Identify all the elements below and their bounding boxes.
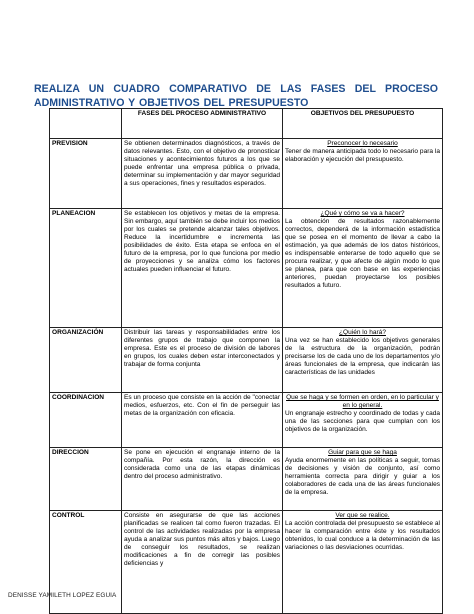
objective-text: Un engranaje estrecho y coordinado de todas y cada una de las secciones para que cumplan con los objetivos de la organización.: [285, 409, 440, 433]
objective-heading: ¿Qué y cómo se va a hacer?: [320, 210, 405, 217]
objective-cell: [283, 139, 443, 209]
author-footer: DENISSE YAMILETH LOPEZ EGUIA: [8, 592, 117, 599]
table-row: [50, 209, 443, 328]
objective-text: Una vez se han establecido los objetivos generales de la estructura de la organización, podrán precisarse los de cada uno de los departamentos y/o áreas funcionales de la empresa, que indicarán las características de las unidades: [285, 336, 440, 376]
objective-cell: [283, 511, 443, 614]
document-title: REALIZA UN CUADRO COMPARATIVO DE LAS FASES DEL PROCESO ADMINISTRATIVO Y OBJETIVOS DEL PRESUPUESTO: [34, 83, 438, 109]
table-header-row: [50, 109, 443, 139]
objective-heading: Que se haga y se formen en orden, en lo particular y en lo general.: [286, 394, 439, 409]
header-empty: [50, 109, 122, 139]
fase-label: PREVISION: [50, 139, 122, 209]
table-row: [50, 393, 443, 448]
objective-cell: [283, 393, 443, 448]
fase-description: Se obtienen determinados diagnósticos, a través de datos relevantes. Esto, con el objetivo de pronosticar situaciones y acontecimientos futuros a los que se puede enfrentar una empresa pública o privada, determinar su implementación y dar mayor seguridad a sus operaciones, fines y resultados esperados.: [122, 139, 283, 209]
objective-heading: Guiar para que se haga: [328, 449, 397, 456]
objective-text: La acción controlada del presupuesto se establece al hacer la comparación entre éste y los resultados obtenidos, lo cual conduce a la determinación de las variaciones o las desviaciones ocurridas.: [285, 519, 440, 551]
objective-heading: ¿Quién lo hará?: [339, 329, 386, 336]
header-objetivos: OBJETIVOS DEL PRESUPUESTO: [283, 109, 443, 139]
objective-text: Tener de manera anticipada todo lo necesario para la elaboración y ejecución del presupuesto.: [285, 147, 440, 163]
fase-description: Se pone en ejecución el engranaje interno de la compañía. Por esta razón, la dirección es considerada como una de las etapas dinámicas dentro del proceso administrativo.: [122, 448, 283, 511]
fase-label: PLANEACION: [50, 209, 122, 328]
objective-heading: Ver que se realice.: [335, 512, 390, 519]
objective-cell: [283, 448, 443, 511]
fase-label: DIRECCION: [50, 448, 122, 511]
fase-description: Se establecen los objetivos y metas de la empresa. Sin embargo, aquí también se debe incluir los medios por los cuales se pretende alcanzar tales objetivos. Reduce la incertidumbre e incrementa las posibilidades de éxito. Esta etapa se enfoca en el futuro de la empresa, por lo que funciona por medio de proyecciones y se analiza cómo los factores actuales pueden influenciar el futuro.: [122, 209, 283, 328]
fase-label: ORGANIZACIÓN: [50, 328, 122, 393]
objective-cell: [283, 328, 443, 393]
objective-cell: [283, 209, 443, 328]
objective-text: La obtención de resultados razonablemente correctos, dependerá de la información estadística que se posea en el momento de llevar a cabo la estimación, ya que además de los datos históricos, es indispensable enterarse de todo aquello que se procura realizar, y que afecte de algún modo lo que se planea, para que con base en las experiencias anteriores, puedan proyectarse los posibles resultados a futuro.: [285, 217, 440, 289]
objective-text: Ayuda enormemente en las políticas a seguir, tomas de decisiones y visión de conjunto, así como herramienta correcta para dirigir y guiar a los colaboradores de cada una de las áreas funcionales de la empresa.: [285, 456, 440, 496]
fase-label: COORDINACION: [50, 393, 122, 448]
table-row: [50, 139, 443, 209]
table-row: [50, 328, 443, 393]
comparison-table: [49, 108, 443, 614]
header-fases: FASES DEL PROCESO ADMINISTRATIVO: [122, 109, 283, 139]
fase-description: Distribuir las tareas y responsabilidades entre los diferentes grupos de trabajo que componen la empresa. Este es el proceso de división de labores en grupos, los cuales deben estar interconectados y trabajar de forma conjunta: [122, 328, 283, 393]
table-row: [50, 448, 443, 511]
fase-description: Consiste en asegurarse de que las acciones planificadas se realicen tal como fueron trazadas. El control de las actividades realizadas por la empresa ayuda a analizar sus puntos más altos y bajos. Luego de conseguir los resultados, se realizan modificaciones a fin de corregir las posibles deficiencias y: [122, 511, 283, 614]
fase-label: CONTROL: [50, 511, 122, 614]
fase-description: Es un proceso que consiste en la acción de "conectar medios, esfuerzos, etc. Con el fin de perseguir las metas de la organización con eficacia.: [122, 393, 283, 448]
objective-heading: Preconocer lo necesario: [327, 140, 398, 147]
